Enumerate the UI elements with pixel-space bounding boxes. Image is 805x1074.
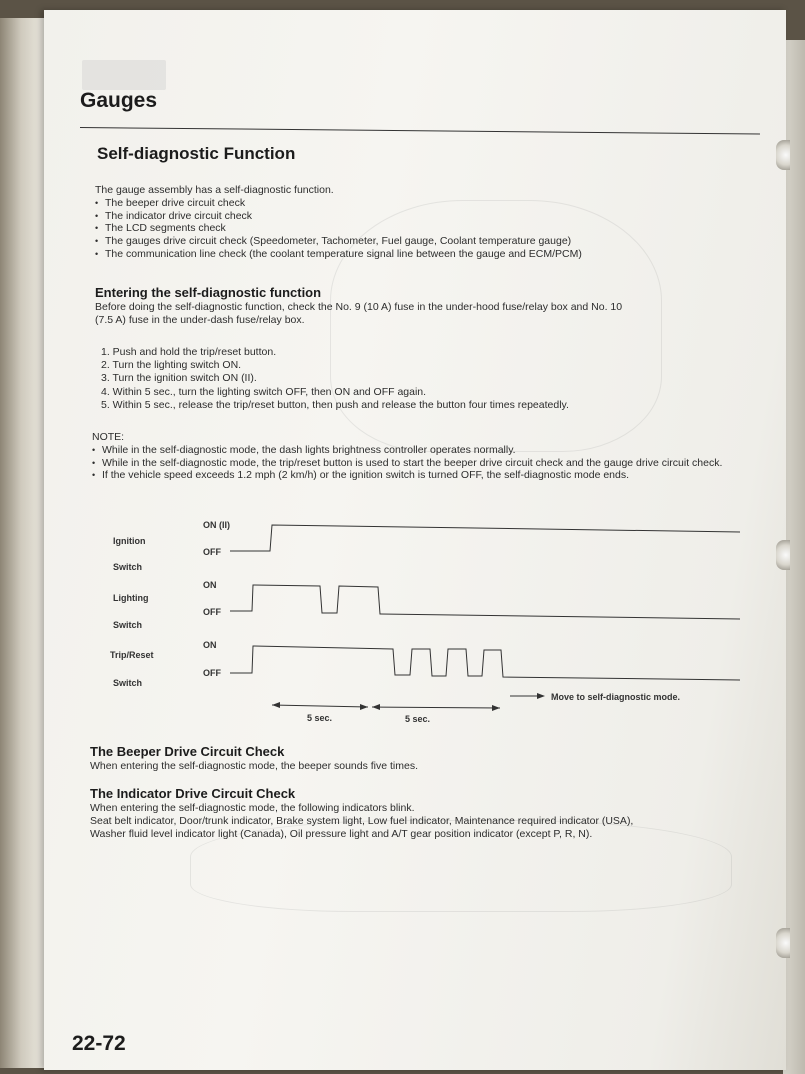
intro-lead: The gauge assembly has a self-diagnostic function. (95, 184, 334, 196)
step-item: 1. Push and hold the trip/reset button. (101, 346, 277, 358)
trip-off-label: OFF (203, 668, 221, 678)
list-item: • The LCD segments check (95, 222, 735, 235)
binder-ring (776, 540, 790, 570)
list-item: • The communication line check (the coolant temperature signal line between the gauge and ECM/PCM) (95, 248, 735, 261)
trip-label: Trip/Reset (110, 650, 154, 660)
trip-label: Switch (113, 678, 143, 688)
binder-ring (776, 928, 790, 958)
page-number: 22-72 (72, 1032, 126, 1055)
list-item: • The gauges drive circuit check (Speedometer, Tachometer, Fuel gauge, Coolant temperature gauge) (95, 235, 735, 248)
list-item: • While in the self-diagnostic mode, the trip/reset button is used to start the beeper drive circuit check and the gauge drive circuit check. (92, 457, 752, 470)
lighting-label: Lighting (113, 593, 149, 603)
trip-on-label: ON (203, 640, 217, 650)
move-label: Move to self-diagnostic mode. (551, 692, 681, 702)
interval-label: 5 sec. (307, 713, 333, 723)
entering-paragraph (95, 301, 745, 327)
steps-block (101, 346, 741, 412)
entering-heading: Entering the self-diagnostic function (95, 285, 322, 300)
lighting-off-label: OFF (203, 607, 221, 617)
faded-stamp (82, 60, 166, 90)
step-item: 4. Within 5 sec., turn the lighting switch OFF, then ON and OFF again. (101, 385, 427, 398)
note-list (92, 444, 752, 482)
intro-list (95, 197, 735, 261)
entering-line: (7.5 A) fuse in the under-dash fuse/relay box. (95, 313, 305, 326)
list-item: • The indicator drive circuit check (95, 210, 735, 223)
list-item: • The beeper drive circuit check (95, 197, 735, 210)
lighting-label: Switch (113, 620, 143, 630)
ignition-on-label: ON (II) (203, 520, 230, 530)
steps-list (101, 346, 741, 412)
ignition-label: Ignition (113, 536, 146, 546)
indicator-line: When entering the self-diagnostic mode, the following indicators blink. (90, 802, 415, 814)
entering-line: Before doing the self-diagnostic function, check the No. 9 (10 A) fuse in the under-hood fuse/relay box and No. 10 (95, 301, 623, 313)
list-item: • If the vehicle speed exceeds 1.2 mph (2 km/h) or the ignition switch is turned OFF, the self-diagnostic mode ends. (92, 469, 752, 482)
note-label: NOTE: (92, 431, 125, 443)
lighting-on-label: ON (203, 580, 217, 590)
indicator-heading: The Indicator Drive Circuit Check (90, 786, 296, 801)
step-item: 3. Turn the ignition switch ON (II). (101, 372, 257, 385)
step-item: 2. Turn the lighting switch ON. (101, 359, 242, 372)
indicator-line: Seat belt indicator, Door/trunk indicator, Brake system light, Low fuel indicator, Maintenance required indicator (USA), (90, 814, 634, 827)
ignition-off-label: OFF (203, 547, 221, 557)
beeper-text: When entering the self-diagnostic mode, the beeper sounds five times. (90, 760, 419, 772)
intro-block (95, 184, 735, 261)
interval-label: 5 sec. (405, 714, 431, 724)
step-item: 5. Within 5 sec., release the trip/reset button, then push and release the button four times repeatedly. (101, 398, 569, 411)
ignition-label: Switch (113, 562, 143, 572)
note-block (92, 431, 752, 482)
page-title: Gauges (80, 89, 158, 112)
list-item: • While in the self-diagnostic mode, the dash lights brightness controller operates normally. (92, 444, 752, 457)
indicator-text (90, 802, 750, 840)
indicator-line: Washer fluid level indicator light (Canada), Oil pressure light and A/T gear position indicator (except P, R, N). (90, 827, 593, 840)
binder-ring (776, 140, 790, 170)
beeper-heading: The Beeper Drive Circuit Check (90, 744, 285, 759)
section-title: Self-diagnostic Function (97, 144, 296, 163)
